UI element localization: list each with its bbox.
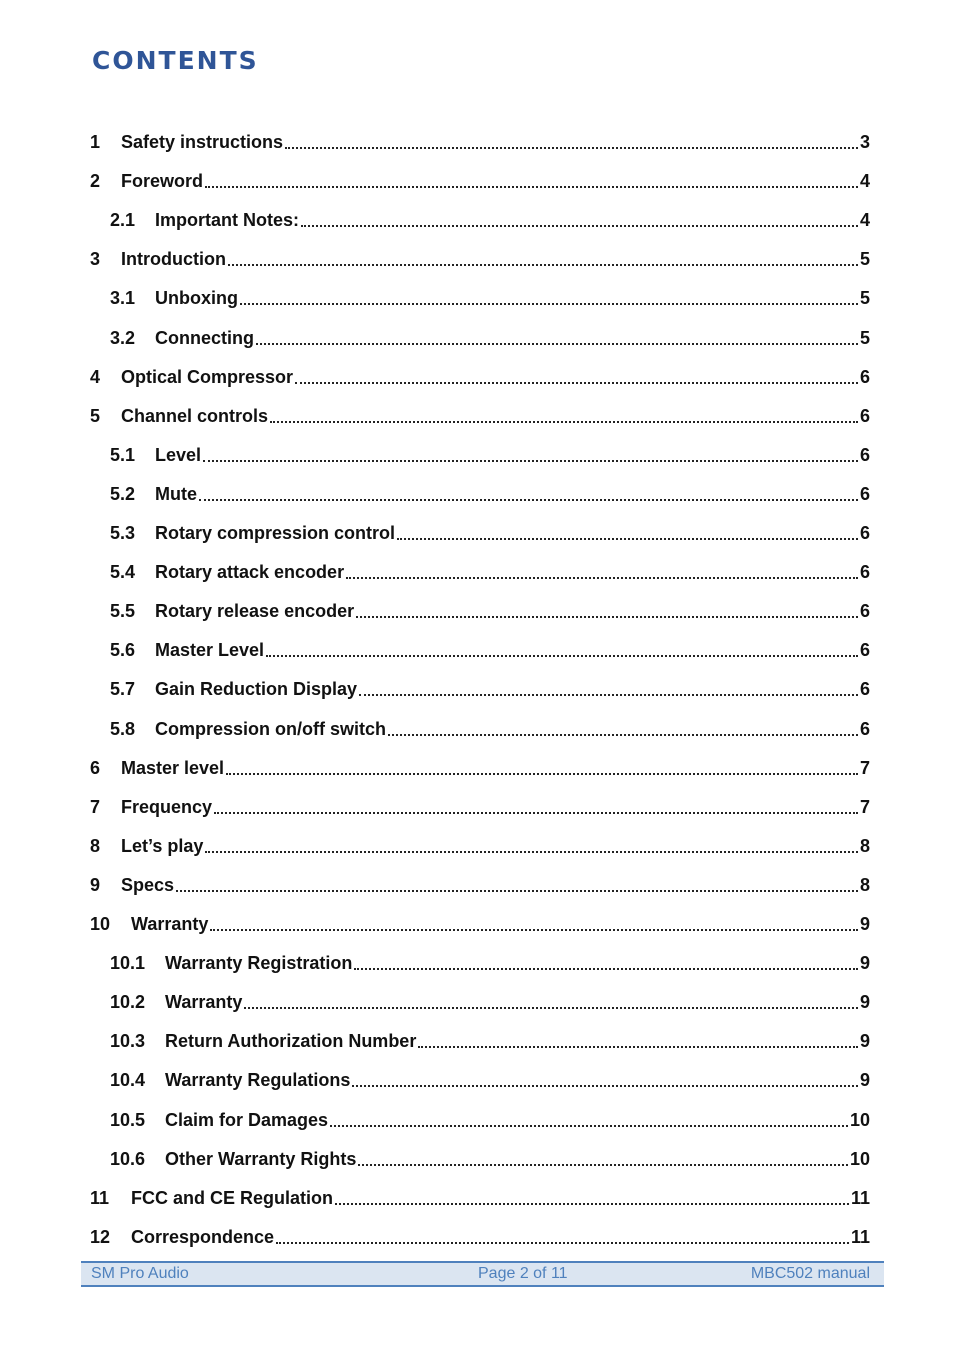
toc-entry-page: 6 — [859, 640, 870, 661]
toc-dot-leader — [352, 1068, 858, 1092]
toc-entry[interactable] — [110, 990, 870, 1014]
toc-entry-number: 10.4 — [110, 1070, 146, 1091]
toc-entry-page: 6 — [859, 718, 870, 739]
toc-entry-title: Safety instructions — [121, 132, 284, 152]
toc-entry[interactable] — [110, 951, 870, 975]
toc-dot-leader — [335, 1186, 849, 1210]
toc-entry-page: 6 — [859, 444, 870, 465]
toc-entry-title: Mute — [155, 483, 197, 504]
toc-entry-page: 6 — [859, 405, 870, 426]
toc-entry-number: 5.4 — [110, 562, 136, 583]
toc-entry-page: 6 — [859, 679, 870, 700]
toc-entry-number: 7 — [90, 796, 101, 817]
toc-entry-page: 5 — [859, 327, 870, 348]
toc-entry-page: 11 — [850, 1187, 870, 1208]
toc-dot-leader — [285, 130, 858, 154]
toc-entry-page: 10 — [849, 1109, 870, 1130]
toc-entry-title: Compression on/off switch — [155, 718, 387, 739]
toc-entry-number: 5.1 — [110, 444, 136, 465]
toc-dot-leader — [418, 1029, 858, 1053]
toc-entry-page: 4 — [859, 171, 870, 192]
toc-entry-page: 6 — [859, 366, 870, 387]
toc-entry-page: 5 — [859, 288, 870, 309]
toc-entry[interactable] — [90, 1186, 870, 1210]
toc-entry[interactable] — [90, 756, 870, 780]
toc-entry-number: 4 — [90, 366, 101, 387]
toc-dot-leader — [358, 1147, 848, 1171]
toc-entry[interactable] — [110, 599, 870, 623]
toc-dot-leader — [199, 482, 858, 506]
toc-entry-title: Connecting — [155, 327, 254, 348]
toc-dot-leader — [346, 560, 858, 584]
toc-dot-leader — [270, 404, 858, 428]
toc-entry-number: 2.1 — [110, 210, 136, 231]
toc-entry-page: 9 — [859, 914, 870, 934]
toc-entry[interactable] — [110, 286, 870, 310]
toc-entry-page: 7 — [859, 796, 870, 817]
toc-entry-page: 7 — [859, 757, 870, 778]
toc-dot-leader — [244, 990, 858, 1014]
toc-entry[interactable] — [90, 130, 870, 154]
toc-entry-number: 10.1 — [110, 953, 146, 974]
toc-entry-title: Channel controls — [121, 405, 269, 426]
toc-entry-title: Claim for Damages — [165, 1109, 329, 1130]
toc-dot-leader — [356, 599, 858, 623]
page-title: CONTENTS — [92, 46, 259, 75]
toc-entry-page: 9 — [859, 953, 870, 974]
toc-entry-number: 12 — [90, 1226, 111, 1247]
toc-entry-number: 5.2 — [110, 483, 136, 504]
toc-entry[interactable] — [110, 1068, 870, 1092]
toc-entry-page: 6 — [859, 523, 870, 543]
toc-entry-title: Foreword — [121, 171, 204, 192]
toc-entry[interactable] — [110, 717, 870, 741]
toc-entry-page: 8 — [859, 874, 870, 895]
toc-dot-leader — [276, 1225, 849, 1249]
toc-entry-number: 10.5 — [110, 1109, 146, 1130]
toc-entry-title: Warranty — [131, 914, 209, 934]
toc-dot-leader — [205, 834, 858, 858]
toc-entry-number: 3.2 — [110, 327, 136, 348]
toc-entry-number: 2 — [90, 171, 101, 192]
toc-entry-number: 5.6 — [110, 640, 136, 661]
toc-entry[interactable] — [90, 912, 870, 936]
toc-entry-title: Warranty Regulations — [165, 1070, 351, 1091]
toc-entry[interactable] — [90, 1225, 870, 1249]
toc-entry[interactable] — [90, 247, 870, 271]
toc-entry-page: 6 — [859, 601, 870, 622]
toc-dot-leader — [214, 795, 858, 819]
toc-entry[interactable] — [110, 677, 870, 701]
toc-dot-leader — [354, 951, 858, 975]
toc-entry-title: Frequency — [121, 796, 213, 817]
toc-dot-leader — [226, 756, 858, 780]
toc-entry[interactable] — [90, 404, 870, 428]
toc-entry-page: 4 — [859, 210, 870, 231]
toc-entry-title: Level — [155, 444, 202, 465]
toc-entry-title: Important Notes: — [155, 210, 299, 231]
toc-entry-number: 6 — [90, 757, 101, 778]
toc-entry-number: 5.8 — [110, 718, 136, 739]
toc-dot-leader — [266, 638, 858, 662]
toc-entry-title: Rotary release encoder — [155, 601, 355, 622]
toc-entry[interactable] — [110, 326, 870, 350]
toc-entry[interactable] — [110, 1029, 870, 1053]
toc-dot-leader — [397, 521, 858, 545]
toc-entry-title: Correspondence — [131, 1226, 275, 1247]
toc-entry[interactable] — [90, 795, 870, 819]
toc-entry[interactable] — [90, 834, 870, 858]
toc-entry-page: 11 — [850, 1226, 870, 1247]
toc-entry-page: 9 — [859, 1031, 870, 1052]
toc-entry-page: 8 — [859, 835, 870, 856]
toc-entry-title: Specs — [121, 874, 175, 895]
toc-entry[interactable] — [110, 638, 870, 662]
toc-dot-leader — [330, 1108, 848, 1132]
toc-entry-number: 10.2 — [110, 992, 146, 1013]
toc-entry-number: 10.3 — [110, 1031, 146, 1052]
toc-entry-title: Master Level — [155, 640, 265, 661]
toc-entry-page: 6 — [859, 483, 870, 504]
toc-entry-page: 3 — [859, 132, 870, 152]
toc-entry[interactable] — [90, 169, 870, 193]
toc-entry[interactable] — [110, 443, 870, 467]
toc-dot-leader — [228, 247, 858, 271]
toc-entry-title: Optical Compressor — [121, 366, 294, 387]
toc-entry[interactable] — [110, 482, 870, 506]
toc-entry-number: 11 — [90, 1187, 110, 1208]
toc-entry-number: 8 — [90, 835, 101, 856]
toc-entry-title: Warranty Registration — [165, 953, 353, 974]
toc-dot-leader — [203, 443, 858, 467]
toc-dot-leader — [256, 326, 858, 350]
footer-company: SM Pro Audio — [91, 1265, 189, 1282]
toc-entry[interactable] — [110, 560, 870, 584]
toc-entry-number: 3 — [90, 249, 101, 270]
toc-entry-number: 5.7 — [110, 679, 136, 700]
toc-entry[interactable] — [110, 521, 870, 545]
footer-page-number: Page 2 of 11 — [478, 1265, 568, 1282]
toc-entry-number: 10.6 — [110, 1148, 146, 1169]
toc-entry-title: Gain Reduction Display — [155, 679, 358, 700]
toc-entry-number: 5 — [90, 405, 101, 426]
toc-dot-leader — [176, 873, 858, 897]
toc-dot-leader — [295, 365, 858, 389]
toc-entry-number: 5.5 — [110, 601, 136, 622]
toc-entry-number: 10 — [90, 914, 111, 934]
toc-entry-title: Return Authorization Number — [165, 1031, 417, 1052]
toc-entry-title: Warranty — [165, 992, 243, 1013]
toc-entry-number: 9 — [90, 874, 101, 895]
toc-entry[interactable] — [90, 873, 870, 897]
toc-entry[interactable] — [110, 208, 870, 232]
toc-entry-page: 10 — [849, 1148, 870, 1169]
toc-entry-title: Rotary attack encoder — [155, 562, 345, 583]
toc-entry-page: 5 — [859, 249, 870, 270]
page-footer — [81, 1261, 884, 1287]
toc-entry-title: Introduction — [121, 249, 226, 270]
toc-entry-number: 1 — [90, 132, 101, 152]
toc-dot-leader — [301, 208, 858, 232]
toc-entry-page: 9 — [859, 992, 870, 1013]
toc-entry[interactable] — [90, 365, 870, 389]
toc-entry-page: 6 — [859, 562, 870, 583]
toc-entry[interactable] — [110, 1147, 870, 1171]
toc-entry-number: 3.1 — [110, 288, 136, 309]
toc-entry-number: 5.3 — [110, 523, 136, 543]
toc-entry-title: Let’s play — [121, 835, 204, 856]
toc-dot-leader — [359, 677, 858, 701]
footer-document-name: MBC502 manual — [750, 1265, 870, 1282]
toc-entry-title: Other Warranty Rights — [165, 1148, 357, 1169]
toc-dot-leader — [205, 169, 858, 193]
toc-entry-page: 9 — [859, 1070, 870, 1091]
toc-dot-leader — [210, 912, 858, 936]
toc-entry[interactable] — [110, 1108, 870, 1132]
toc-entry-title: Unboxing — [155, 288, 238, 309]
toc-entry-title: Master level — [121, 757, 225, 778]
toc-dot-leader — [388, 717, 858, 741]
toc-entry-title: Rotary compression control — [155, 523, 396, 543]
toc-entry-title: FCC and CE Regulation — [131, 1187, 333, 1208]
toc-dot-leader — [240, 286, 858, 310]
